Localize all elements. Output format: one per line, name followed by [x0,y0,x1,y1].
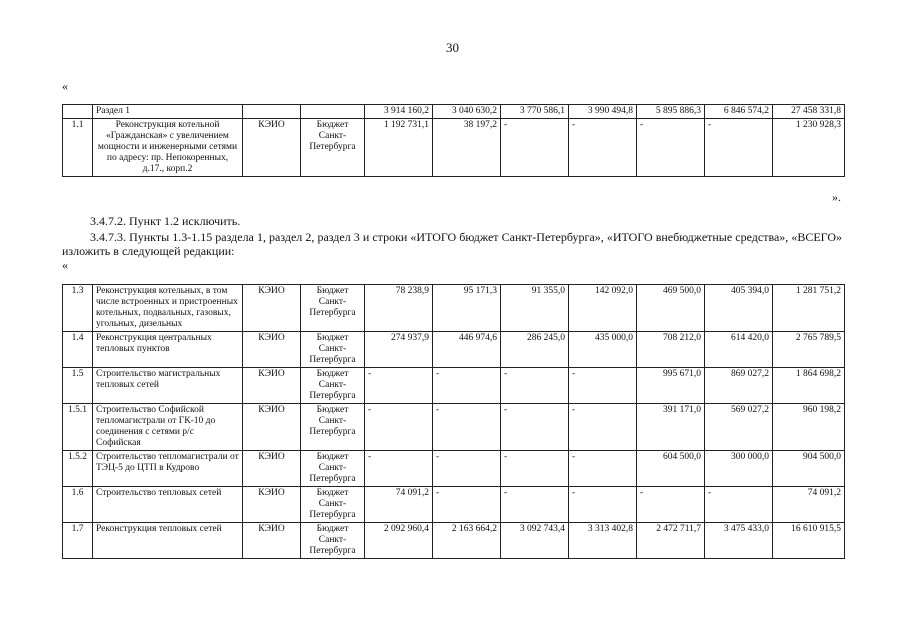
executor: КЭИО [243,119,301,177]
year-value: 2 092 960,4 [365,523,433,559]
section-total-row [63,105,845,119]
year-value: 300 000,0 [705,451,773,487]
funding-source: Бюджет Санкт-Петербурга [301,332,365,368]
year-value: - [501,451,569,487]
year-value: 91 355,0 [501,285,569,332]
year-value: - [433,368,501,404]
year-value: - [569,119,637,177]
item-name: Строительство магистральных тепловых сетей [93,368,243,404]
table-row [63,285,845,332]
section-value: 27 458 331,8 [773,105,845,119]
year-value: - [569,487,637,523]
row-number: 1.3 [63,285,93,332]
year-value: - [637,487,705,523]
year-value: 405 394,0 [705,285,773,332]
row-number-cell [63,105,93,119]
table-row [63,487,845,523]
year-value: 16 610 915,5 [773,523,845,559]
year-value: - [569,368,637,404]
year-value: 391 171,0 [637,404,705,451]
funding-source: Бюджет Санкт-Петербурга [301,119,365,177]
year-value: 142 092,0 [569,285,637,332]
funding-source: Бюджет Санкт-Петербурга [301,404,365,451]
table-row [63,368,845,404]
year-value: - [501,404,569,451]
funding-source: Бюджет Санкт-Петербурга [301,523,365,559]
section-value: 5 895 886,3 [637,105,705,119]
year-value: - [501,119,569,177]
year-value: 1 281 751,2 [773,285,845,332]
year-value: - [501,368,569,404]
year-value: 2 163 664,2 [433,523,501,559]
year-value: 435 000,0 [569,332,637,368]
year-value: 995 671,0 [637,368,705,404]
budget-table-section-1 [62,104,845,177]
row-number: 1.6 [63,487,93,523]
row-number: 1.1 [63,119,93,177]
row-number: 1.5 [63,368,93,404]
year-value: 904 500,0 [773,451,845,487]
section-value: 3 990 494,8 [569,105,637,119]
item-name: Реконструкция котельных, в том числе встроенных и пристроенных котельных, подвальных, газовых, угольных, дизельных [93,285,243,332]
table-row [63,451,845,487]
executor: КЭИО [243,451,301,487]
page-number: 30 [446,40,459,55]
funding-source: Бюджет Санкт-Петербурга [301,451,365,487]
year-value: 274 937,9 [365,332,433,368]
year-value: 1 864 698,2 [773,368,845,404]
year-value: - [365,404,433,451]
executor: КЭИО [243,487,301,523]
opening-quote: « [62,79,68,93]
section-value: 3 040 630,2 [433,105,501,119]
row-number: 1.5.1 [63,404,93,451]
executor: КЭИО [243,285,301,332]
funding-source: Бюджет Санкт-Петербурга [301,368,365,404]
funding-source: Бюджет Санкт-Петербурга [301,285,365,332]
year-value: 614 420,0 [705,332,773,368]
year-value: 3 475 433,0 [705,523,773,559]
table-row [63,119,845,177]
section-value: 6 846 574,2 [705,105,773,119]
executor: КЭИО [243,404,301,451]
row-number: 1.5.2 [63,451,93,487]
year-value: 286 245,0 [501,332,569,368]
year-value: - [365,451,433,487]
year-value: - [637,119,705,177]
opening-quote-2: « [62,258,68,272]
year-value: 604 500,0 [637,451,705,487]
year-value: - [705,119,773,177]
year-value: 38 197,2 [433,119,501,177]
table-row [63,404,845,451]
year-value: 78 238,9 [365,285,433,332]
year-value: 2 472 711,7 [637,523,705,559]
item-name: Реконструкция котельной «Гражданская» с увеличением мощности и инженерными сетями по адресу: пр. Непокоренных, д.17., корп.2 [93,119,243,177]
year-value: 1 230 928,3 [773,119,845,177]
item-name: Реконструкция тепловых сетей [93,523,243,559]
year-value: 74 091,2 [773,487,845,523]
year-value: - [569,451,637,487]
item-name: Строительство тепломагистрали от ТЭЦ-5 до ЦТП в Кудрово [93,451,243,487]
closing-quote: ». [832,190,841,204]
year-value: 1 192 731,1 [365,119,433,177]
year-value: - [433,487,501,523]
year-value: - [433,404,501,451]
executor-cell [243,105,301,119]
budget-table-items [62,284,845,559]
executor: КЭИО [243,368,301,404]
table-row [63,523,845,559]
year-value: - [433,451,501,487]
executor: КЭИО [243,332,301,368]
year-value: 2 765 789,5 [773,332,845,368]
item-name: Строительство тепловых сетей [93,487,243,523]
item-name: Строительство Софийской тепломагистрали от ГК-10 до соединения с сетями р/с Софийская [93,404,243,451]
year-value: 869 027,2 [705,368,773,404]
year-value: 469 500,0 [637,285,705,332]
year-value: 708 212,0 [637,332,705,368]
year-value: - [365,368,433,404]
year-value: 95 171,3 [433,285,501,332]
year-value: 3 092 743,4 [501,523,569,559]
executor: КЭИО [243,523,301,559]
section-value: 3 914 160,2 [365,105,433,119]
funding-source: Бюджет Санкт-Петербурга [301,487,365,523]
year-value: - [569,404,637,451]
year-value: 446 974,6 [433,332,501,368]
source-cell [301,105,365,119]
year-value: - [705,487,773,523]
year-value: 960 198,2 [773,404,845,451]
table-row [63,332,845,368]
year-value: 3 313 402,8 [569,523,637,559]
year-value: 569 027,2 [705,404,773,451]
item-name: Реконструкция центральных тепловых пунктов [93,332,243,368]
paragraph-amendment: 3.4.7.3. Пункты 1.3-1.15 раздела 1, раздел 2, раздел 3 и строки «ИТОГО бюджет Санкт-Петербурга», «ИТОГО внебюджетные средства», «ВСЕГО» изложить в следующей редакции: [62,230,842,258]
section-value: 3 770 586,1 [501,105,569,119]
year-value: - [501,487,569,523]
year-value: 74 091,2 [365,487,433,523]
row-number: 1.7 [63,523,93,559]
row-number: 1.4 [63,332,93,368]
paragraph-item-removal: 3.4.7.2. Пункт 1.2 исключить. [90,214,241,228]
section-label: Раздел 1 [93,105,243,119]
